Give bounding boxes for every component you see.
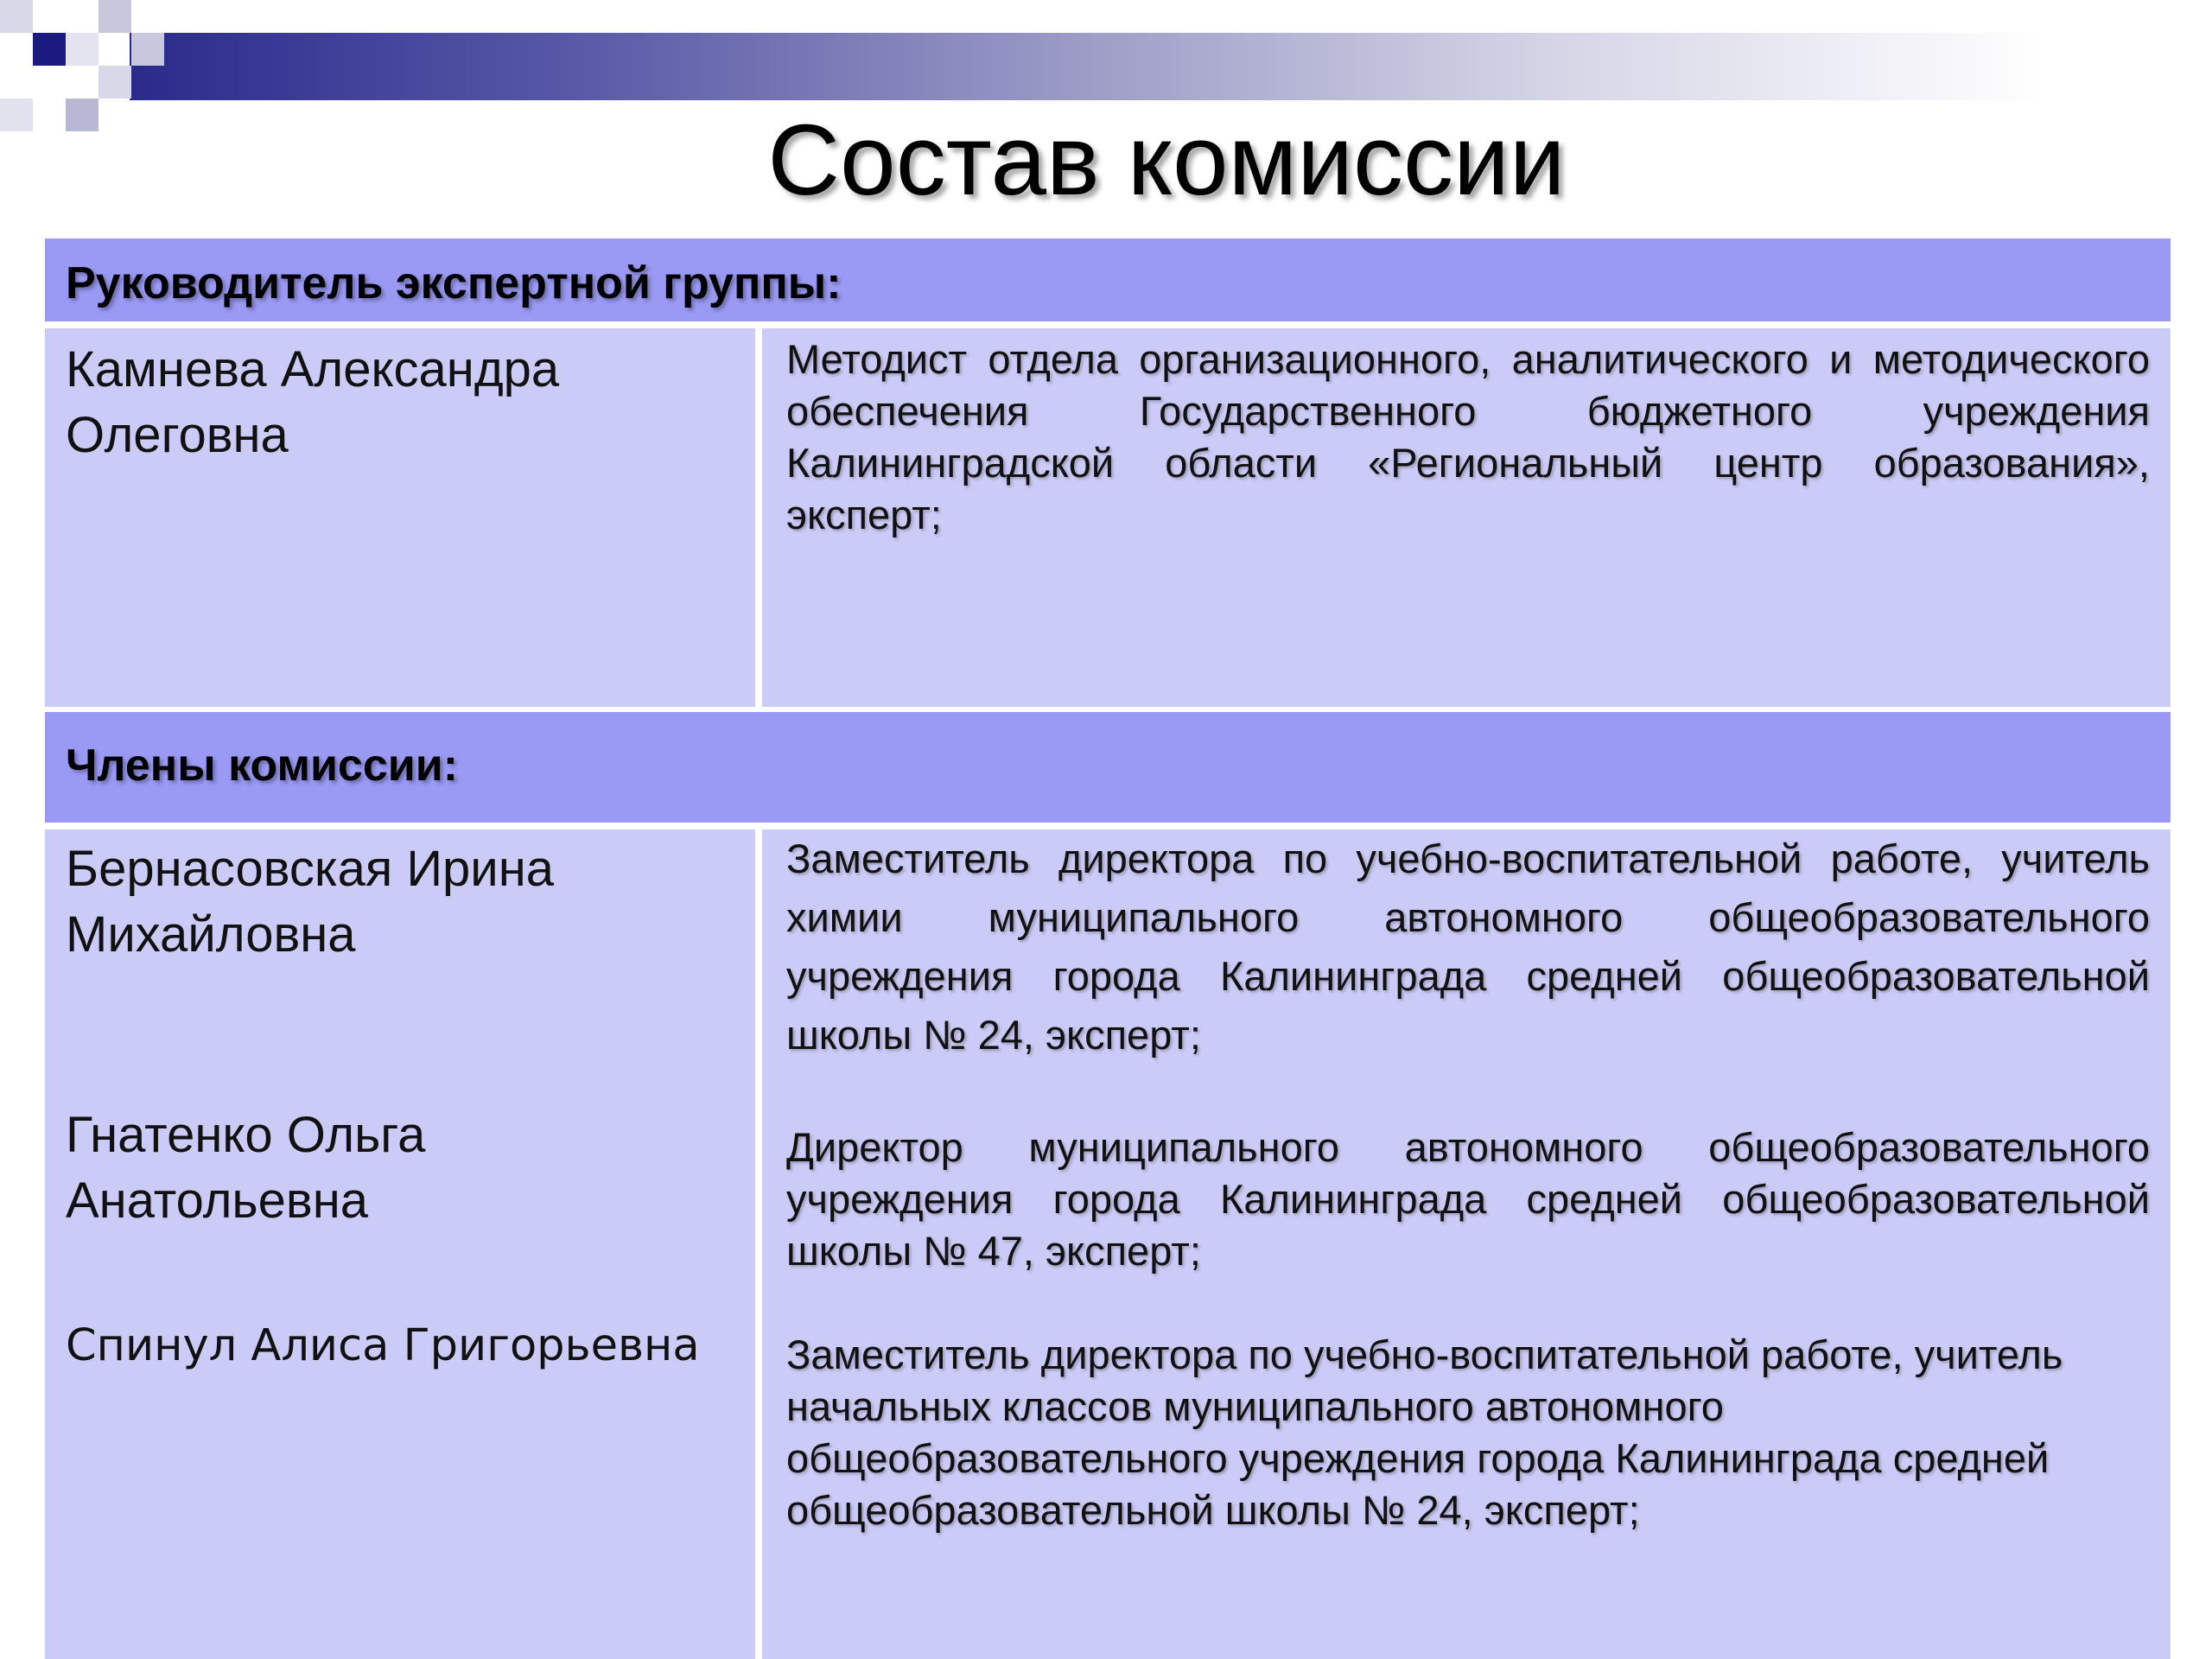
- leader-description: Методист отдела организационного, аналитического и методического обеспечения Государственного бюджетного учреждения Калининградской области «Региональный центр образования», эксперт;: [786, 336, 2150, 537]
- member-name: Гнатенко Ольга Анатольевна: [66, 1107, 426, 1229]
- member-description: Заместитель директора по учебно-воспитательной работе, учитель химии муниципального автономного общеобразовательного учреждения города Калининграда средней общеобразовательной школы № 24, эксперт;: [786, 836, 2150, 1058]
- decorative-square: [131, 33, 164, 66]
- header-gradient-bar: [130, 33, 2212, 100]
- decorative-square: [99, 66, 131, 99]
- leader-name: Камнева Александра Олеговна: [66, 341, 560, 463]
- leader-header-row: [45, 238, 2171, 321]
- leader-heading: Руководитель экспертной группы:: [66, 258, 842, 308]
- decorative-square: [0, 0, 33, 33]
- leader-name-cell: [45, 328, 755, 707]
- slide-title: Состав комиссии: [767, 104, 1566, 216]
- members-heading: Члены комиссии:: [66, 741, 459, 791]
- decorative-square: [66, 33, 99, 66]
- decorative-square: [33, 33, 66, 66]
- member-name: Бернасовская Ирина Михайловна: [66, 841, 554, 963]
- member-description: Директор муниципального автономного общеобразовательного учреждения города Калининграда средней общеобразовательной школы № 47, эксперт;: [786, 1124, 2150, 1274]
- members-descriptions-cell: [762, 830, 2171, 1659]
- commission-table: [45, 238, 2171, 1659]
- leader-description-cell: [762, 328, 2171, 707]
- members-header-row: [45, 712, 2171, 823]
- members-names-cell: [45, 830, 755, 1659]
- member-description: Заместитель директора по учебно-воспитательной работе, учитель начальных классов муниципального автономного общеобразовательного учреждения города Калининграда средней общеобразовательной школы № 24, эксперт;: [786, 1332, 2063, 1533]
- decorative-square: [99, 0, 131, 33]
- member-name: Спинул Алиса Григорьевна: [66, 1320, 700, 1371]
